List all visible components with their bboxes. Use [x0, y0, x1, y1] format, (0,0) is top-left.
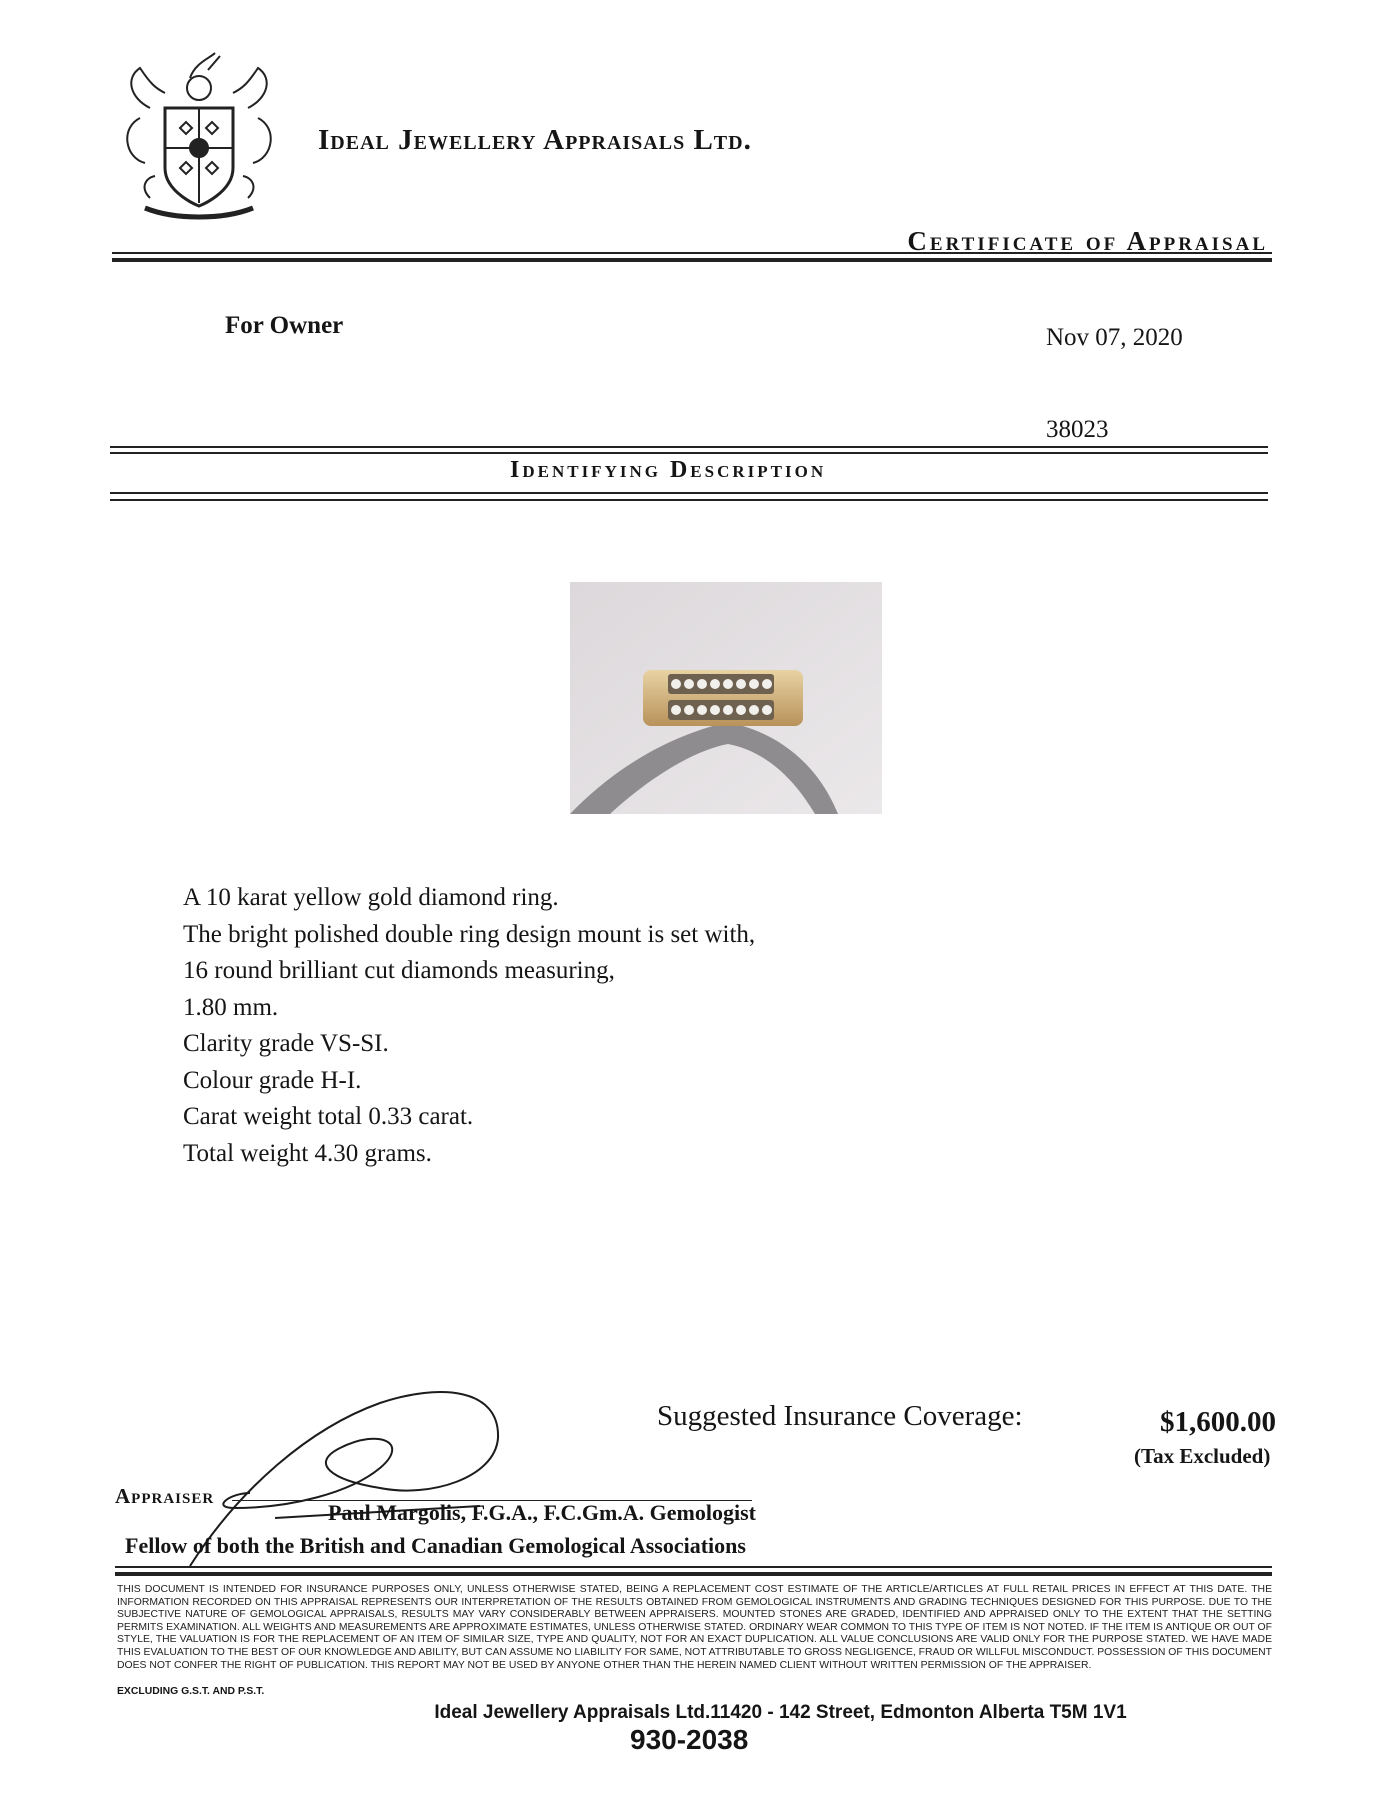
company-phone: 930-2038 [630, 1724, 749, 1755]
legal-disclaimer: THIS DOCUMENT IS INTENDED FOR INSURANCE PURPOSES ONLY, UNLESS OTHERWISE STATED, BEING A REPLACEMENT COST ESTIMATE OF THE ARTICLE/ARTICLES AT FULL RETAIL PRICES IN EFFECT AT THIS DATE. THE INFORMATION RECORDED ON THIS APPRAISAL REPRESENTS OUR INTERPRETATION OF THE RESULTS OBTAINED FROM GEMOLOGICAL INSTRUMENTS AND GRADING TECHNIQUES DESIGNED FOR THIS PURPOSE. DUE TO THE SUBJECTIVE NATURE OF GEMOLOGICAL APPRAISALS, RESULTS MAY VARY CONSIDERABLY BETWEEN APPRAISERS. MOUNTED STONES ARE GRADED, IDENTIFIED AND APPRAISED ONLY TO THE EXTENT THAT THE SETTING PERMITS EXAMINATION. ALL WEIGHTS AND MEASUREMENTS ARE APPROXIMATE ESTIMATES, UNLESS OTHERWISE STATED. ORDINARY WEAR COMMON TO THIS TYPE OF ITEM IS NOT NOTED. IF THE ITEM IS ANTIQUE OR OUT OF STYLE, THE VALUATION IS FOR THE REPLACEMENT OF AN ITEM OF SIMILAR SIZE, TYPE AND QUALITY, NOT FOR AN EXACT DUPLICATION. ALL VALUE CONCLUSIONS ARE VALID ONLY FOR THE PURPOSE STATED. WE HAVE MADE THIS EVALUATION TO THE BEST OF OUR KNOWLEDGE AND ABILITY, BUT CAN ASSUME NO LIABILITY FOR SAME, NOT ATTRIBUTABLE TO GROSS NEGLIGENCE, FRAUD OR WILLFUL MISCONDUCT. POSSESSION OF THIS DOCUMENT DOES NOT CONFER THE RIGHT OF PUBLICATION. THIS REPORT MAY NOT BE USED BY ANYONE OTHER THAN THE HEREIN NAMED CLIENT WITHOUT WRITTEN PERMISSION OF THE APPRAISER. [117, 1584, 1272, 1671]
divider [110, 452, 1268, 454]
divider [112, 258, 1272, 262]
divider [110, 499, 1268, 501]
address-text: Ideal Jewellery Appraisals Ltd.11420 - 142 Street, Edmonton Alberta T5M 1V1 [434, 1702, 1127, 1723]
tax-note: (Tax Excluded) [1134, 1444, 1271, 1468]
divider [115, 1566, 1272, 1568]
coat-of-arms-icon [120, 48, 278, 226]
description-line: 1.80 mm. [183, 993, 279, 1021]
owner-label: For Owner [225, 312, 344, 339]
description-line: Clarity grade VS-SI. [183, 1030, 389, 1057]
document-title: Certificate of Appraisal [907, 226, 1268, 256]
appraiser-fellowship: Fellow of both the British and Canadian Gemological Associations [125, 1533, 746, 1558]
description-line: A 10 karat yellow gold diamond ring. [183, 884, 559, 911]
coverage-label: Suggested Insurance Coverage: [657, 1400, 1023, 1432]
description-line: Total weight 4.30 grams. [183, 1139, 432, 1167]
description-line: Carat weight total 0.33 carat. [183, 1103, 474, 1130]
description-line: 16 round brilliant cut diamonds measuring, [183, 957, 615, 984]
appraiser-name: Paul Margolis, F.G.A., F.C.Gm.A. Gemologist [328, 1500, 756, 1525]
ring-photo-icon [570, 582, 882, 814]
description-line: Colour grade H-I. [183, 1066, 362, 1094]
section-title: Identifying Description [510, 457, 827, 483]
item-description [183, 880, 755, 1172]
tax-exclusion-note: EXCLUDING G.S.T. AND P.S.T. [117, 1686, 265, 1697]
divider [115, 1572, 1272, 1576]
divider [110, 446, 1268, 448]
company-address [0, 1702, 1391, 1724]
reference-number: 38023 [1046, 416, 1109, 443]
description-line: The bright polished double ring design mount is set with, [183, 920, 756, 948]
divider [110, 492, 1268, 494]
company-name: Ideal Jewellery Appraisals Ltd. [318, 124, 752, 156]
appraisal-date: Nov 07, 2020 [1046, 324, 1183, 351]
coverage-amount: $1,600.00 [1160, 1406, 1276, 1438]
appraiser-label: Appraiser [115, 1484, 215, 1508]
divider [112, 252, 1272, 254]
